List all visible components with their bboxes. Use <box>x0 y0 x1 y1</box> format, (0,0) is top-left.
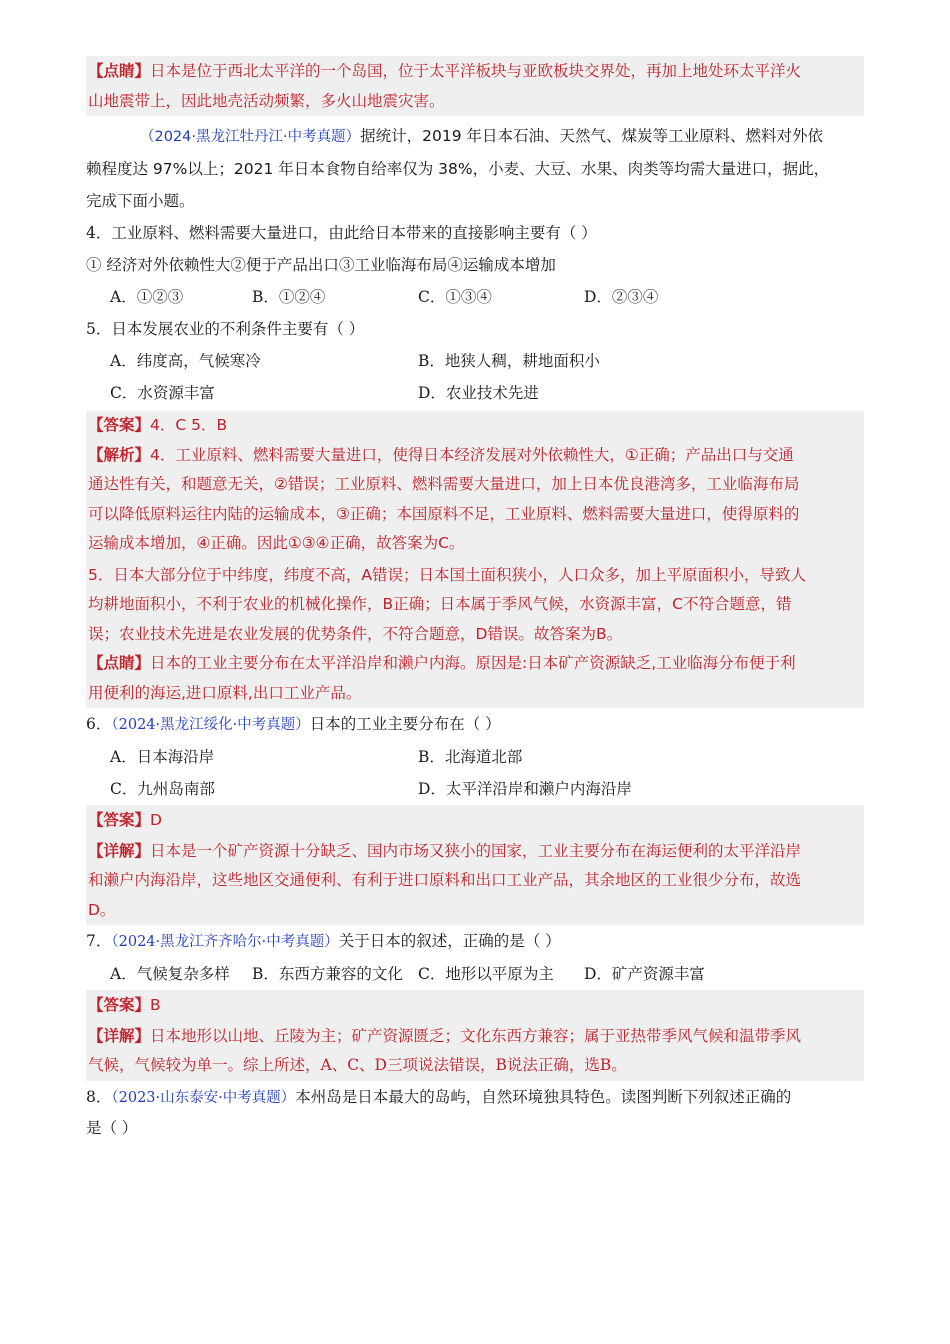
analysis-line-4: 运输成本增加，④正确。因此①③④正确，故答案为C。 <box>88 534 465 552</box>
options-row <box>86 377 864 409</box>
answer-line <box>88 411 862 441</box>
tip-tag: 【点睛】 <box>88 654 151 672</box>
question-8 <box>86 1081 864 1142</box>
question-7 <box>86 925 864 990</box>
answer-line <box>88 805 862 836</box>
question-stem-line-2: 是（ ） <box>86 1118 138 1137</box>
detail-line-2: 气候，气候较为单一。综上所述，A、C、D三项说法错误，B说法正确，选B。 <box>88 1056 627 1074</box>
intro-passage <box>86 120 864 217</box>
options-row <box>86 345 864 377</box>
option-a[interactable]: A．气候复杂多样 <box>110 965 230 983</box>
options-row <box>86 281 864 313</box>
detail-line-1 <box>88 836 862 867</box>
analysis-text: 4．工业原料、燃料需要大量进口，使得日本经济发展对外依赖性大，①正确；产品出口与交通 <box>150 445 794 464</box>
question-text: 关于日本的叙述，正确的是（ ） <box>338 932 561 950</box>
question-source: （2024·黑龙江绥化·中考真题） <box>111 717 310 733</box>
option-c[interactable]: C．地形以平原为主 <box>418 965 554 983</box>
analysis-line-1 <box>88 441 862 471</box>
tip-tag: 【点睛】 <box>88 61 151 80</box>
question-stem: 5．日本发展农业的不利条件主要有（ ） <box>86 320 365 338</box>
analysis-line-7: 误；农业技术先进是农业发展的优势条件，不符合题意，D错误。故答案为B。 <box>88 624 623 643</box>
tip-line-2: 山地震带上，因此地壳活动频繁，多火山地震灾害。 <box>88 91 445 110</box>
tip-text: 日本是位于西北太平洋的一个岛国，位于太平洋板块与亚欧板块交界处，再加上地处环太平洋火 <box>150 62 802 80</box>
detail-line-1 <box>88 1021 862 1052</box>
analysis-line-6: 均耕地面积小，不利于农业的机械化操作，B正确；日本属于季风气候，水资源丰富，C不符合题意，错 <box>88 595 792 613</box>
detail-text: 日本地形以山地、丘陵为主；矿产资源匮乏；文化东西方兼容；属于亚热带季风气候和温带季风 <box>150 1026 802 1045</box>
intro-line-2: 赖程度达 97%以上；2021 年日本食物自给率仅为 38%，小麦、大豆、水果、肉类等均需大量进口，据此， <box>86 160 830 178</box>
question-5 <box>86 313 864 409</box>
analysis-line-3: 可以降低原料运往内陆的运输成本，③正确；本国原料不足，工业原料、燃料需要大量进口，使得原料的 <box>88 504 800 523</box>
answer-block-4-5 <box>86 411 864 708</box>
detail-line-3: D。 <box>88 900 116 919</box>
question-source: （2023·山东泰安·中考真题） <box>111 1089 296 1106</box>
tip-block-1 <box>86 56 864 116</box>
option-d[interactable]: D．②③④ <box>584 288 659 306</box>
question-source: （2024·黑龙江牡丹江·中考真题） <box>140 129 361 145</box>
question-stem-line-1 <box>86 1081 864 1114</box>
tip-line-1 <box>88 56 862 87</box>
options-row <box>86 958 864 990</box>
answer-text: 4．C 5．B <box>150 416 228 434</box>
options-row <box>86 741 864 773</box>
option-b[interactable]: B．地狭人稠，耕地面积小 <box>418 352 600 370</box>
option-c[interactable]: C．九州岛南部 <box>110 780 215 798</box>
question-number: 8． <box>86 1087 112 1106</box>
question-text: 本州岛是日本最大的岛屿，自然环境独具特色。读图判断下列叙述正确的 <box>295 1087 792 1106</box>
answer-tag: 【答案】 <box>88 995 151 1014</box>
option-a[interactable]: A．①②③ <box>110 288 184 306</box>
option-b[interactable]: B．东西方兼容的文化 <box>252 965 403 983</box>
analysis-tag: 【解析】 <box>88 445 151 464</box>
detail-text: 日本是一个矿产资源十分缺乏、国内市场又狭小的国家，工业主要分布在海运便利的太平洋沿岸 <box>150 841 802 860</box>
question-source: （2024·黑龙江齐齐哈尔·中考真题） <box>111 934 339 950</box>
analysis-line-5: 5．日本大部分位于中纬度，纬度不高，A错误；日本国土面积狭小，人口众多，加上平原面积小，导致人 <box>88 565 806 584</box>
question-6 <box>86 708 864 805</box>
intro-line-1 <box>86 120 864 153</box>
option-d[interactable]: D．太平洋沿岸和濑户内海沿岸 <box>418 780 632 798</box>
answer-text: D <box>150 811 162 829</box>
option-a[interactable]: A．纬度高，气候寒冷 <box>110 352 261 370</box>
intro-line-3: 完成下面小题。 <box>86 192 195 210</box>
answer-tag: 【答案】 <box>88 416 151 434</box>
tip-line-2: 用便利的海运,进口原料,出口工业产品。 <box>88 683 362 702</box>
question-4 <box>86 217 864 313</box>
question-stem: 4．工业原料、燃料需要大量进口，由此给日本带来的直接影响主要有（ ） <box>86 224 597 242</box>
answer-text: B <box>150 996 161 1014</box>
answer-tag: 【答案】 <box>88 810 151 829</box>
intro-text: 据统计，2019 年日本石油、天然气、煤炭等工业原料、燃料对外依 <box>360 127 824 145</box>
option-b[interactable]: B．北海道北部 <box>418 748 523 766</box>
answer-block-7 <box>86 990 864 1081</box>
option-d[interactable]: D．矿产资源丰富 <box>584 965 705 983</box>
option-a[interactable]: A．日本海沿岸 <box>110 748 215 766</box>
option-c[interactable]: C．水资源丰富 <box>110 384 215 402</box>
question-number: 6． <box>86 715 112 733</box>
question-stem <box>86 925 864 958</box>
tip-line-1 <box>88 649 862 679</box>
tip-text: 日本的工业主要分布在太平洋沿岸和濑户内海。原因是:日本矿产资源缺乏,工业临海分布便于利 <box>150 654 796 672</box>
option-b[interactable]: B．①②④ <box>252 288 326 306</box>
detail-tag: 【详解】 <box>88 1025 151 1045</box>
options-row <box>86 773 864 805</box>
option-d[interactable]: D．农业技术先进 <box>418 384 539 402</box>
question-stem <box>86 708 864 741</box>
detail-line-2: 和濑户内海沿岸，这些地区交通便利、有利于进口原料和出口工业产品，其余地区的工业很少分布，故选 <box>88 871 802 889</box>
answer-block-6 <box>86 805 864 925</box>
analysis-line-2: 通达性有关，和题意无关，②错误；工业原料、燃料需要大量进口，加上日本优良港湾多，工业临海布局 <box>88 475 800 493</box>
document-page <box>86 56 864 1142</box>
question-number: 7． <box>86 932 112 950</box>
question-items: ① 经济对外依赖性大②便于产品出口③工业临海布局④运输成本增加 <box>86 256 556 274</box>
question-text: 日本的工业主要分布在（ ） <box>309 715 501 733</box>
option-c[interactable]: C．①③④ <box>418 288 492 306</box>
detail-tag: 【详解】 <box>88 840 151 860</box>
answer-line <box>88 990 862 1021</box>
